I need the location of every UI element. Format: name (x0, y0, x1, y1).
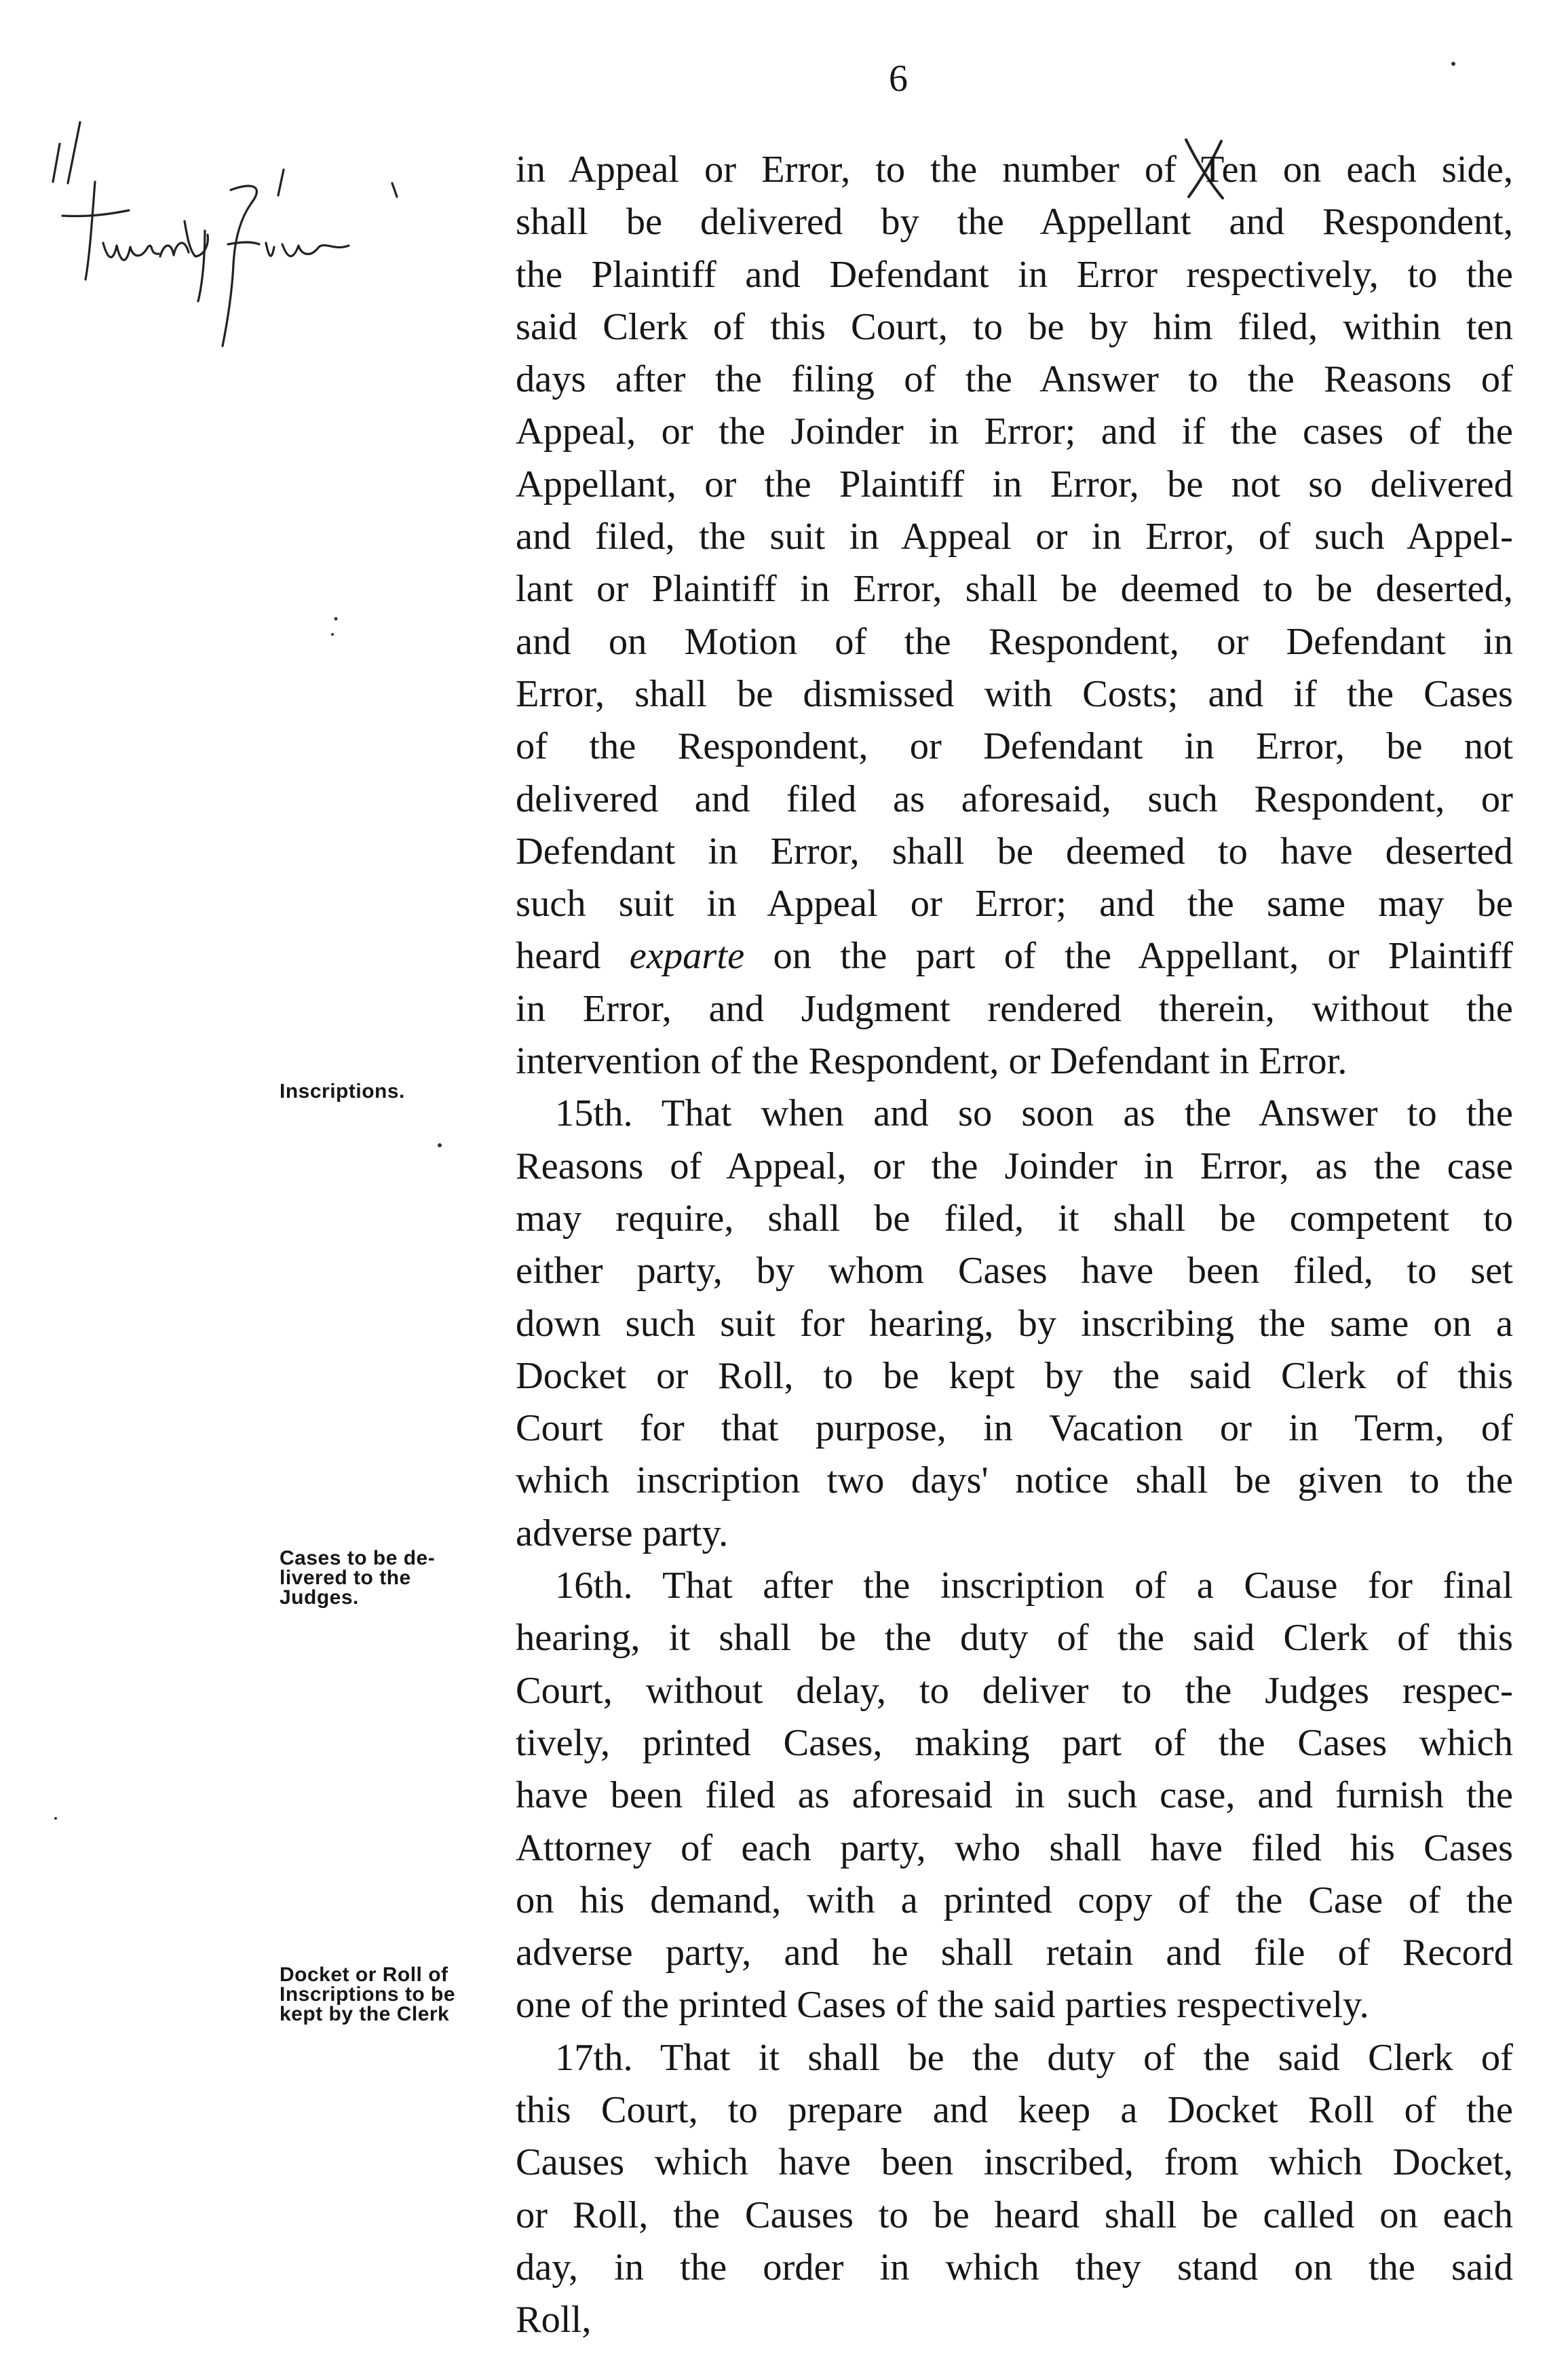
body-text (516, 144, 1513, 2346)
text-line: this Court, to prepare and keep a Docket Roll of the (516, 2088, 1513, 2131)
text-line: tively, printed Cases, making part of the Cases which (516, 1721, 1513, 1764)
text-line: one of the printed Cases of the said parties respectively. (516, 1984, 1369, 2027)
text-line: shall be delivered by the Appellant and Respondent, (516, 201, 1513, 244)
text-line: the Plaintiff and Defendant in Error respectively, to the (516, 253, 1513, 296)
text-line: said Clerk of this Court, to be by him filed, within ten (516, 305, 1513, 348)
margin-note-line: Docket or Roll of (280, 1964, 448, 1986)
margin-note-cases-delivered (280, 1548, 507, 1607)
text-line: days after the filing of the Answer to the Reasons of (516, 358, 1513, 401)
text-line-section-16: 16th. That after the inscription of a Cause for final (555, 1565, 1513, 1607)
text-line: Defendant in Error, shall be deemed to have deserted (516, 830, 1513, 873)
text-line: in Error, and Judgment rendered therein, without the (516, 987, 1513, 1030)
text-line: of the Respondent, or Defendant in Error, be not (516, 725, 1513, 768)
text-line: or Roll, the Causes to be heard shall be called on each (516, 2194, 1513, 2236)
text-line: which inscription two days' notice shall be given to the (516, 1459, 1513, 1502)
text-line: such suit in Appeal or Error; and the same may be (516, 883, 1513, 925)
text-line: lant or Plaintiff in Error, shall be deemed to be deserted, (516, 568, 1513, 611)
text-line: have been filed as aforesaid in such case, and furnish the (516, 1774, 1513, 1817)
text-line: Reasons of Appeal, or the Joinder in Error, as the case (516, 1145, 1513, 1187)
text-line-exparte (516, 930, 1513, 982)
text-line: Court, without delay, to deliver to the Judges respec- (516, 1669, 1513, 1712)
margin-note-inscriptions (280, 1081, 507, 1101)
handwritten-annotation (27, 102, 461, 387)
margin-note-line: Inscriptions to be (280, 1983, 456, 2006)
text-line: day, in the order in which they stand on the said (516, 2246, 1513, 2289)
text-line: delivered and filed as aforesaid, such Respondent, or (516, 778, 1513, 820)
text-line: Court for that purpose, in Vacation or in Term, of (516, 1407, 1513, 1450)
text-line: Docket or Roll, to be kept by the said Clerk of this (516, 1354, 1513, 1397)
text-line: adverse party. (516, 1512, 729, 1554)
text-line: Attorney of each party, who shall have filed his Cases (516, 1826, 1513, 1869)
margin-note-line: Cases to be de- (280, 1547, 436, 1569)
margin-note-line: Judges. (280, 1586, 359, 1609)
text-line-section-15: 15th. That when and so soon as the Answer to the (555, 1092, 1513, 1135)
text-line: Appellant, or the Plaintiff in Error, be not so delivered (516, 463, 1513, 505)
text-line: intervention of the Respondent, or Defendant in Error. (516, 1040, 1347, 1083)
margin-note-line: Inscriptions. (280, 1080, 405, 1103)
text-line: hearing, it shall be the duty of the said Clerk of this (516, 1617, 1513, 1660)
text-line: and on Motion of the Respondent, or Defendant in (516, 620, 1513, 663)
page-number: 6 (889, 58, 908, 100)
text-line: Causes which have been inscribed, from which Docket, (516, 2141, 1513, 2184)
text-line: and filed, the suit in Appeal or in Error, of such Appel- (516, 516, 1513, 558)
text-line-section-17: 17th. That it shall be the duty of the said Clerk of (555, 2036, 1513, 2079)
margin-note-docket-roll (280, 1965, 507, 2024)
text-line: adverse party, and he shall retain and file of Record (516, 1932, 1513, 1974)
margin-note-line: livered to the (280, 1567, 411, 1589)
text-line: may require, shall be filed, it shall be competent to (516, 1197, 1513, 1240)
italic-term-exparte: exparte (629, 935, 745, 978)
text-fragment: on the part of the Appellant, or Plaintiff (744, 935, 1513, 978)
text-line: either party, by whom Cases have been filed, to set (516, 1250, 1513, 1293)
text-line: Error, shall be dismissed with Costs; and if the Cases (516, 672, 1513, 715)
text-line: down such suit for hearing, by inscribing the same on a (516, 1302, 1513, 1345)
text-fragment: heard (516, 935, 630, 978)
text-line: on his demand, with a printed copy of the Case of the (516, 1879, 1513, 1921)
margin-note-line: kept by the Clerk (280, 2003, 450, 2025)
text-line: Appeal, or the Joinder in Error; and if the cases of the (516, 410, 1513, 453)
text-line: Roll, (516, 2299, 592, 2341)
text-line: in Appeal or Error, to the number of Ten on each side, (516, 149, 1513, 191)
